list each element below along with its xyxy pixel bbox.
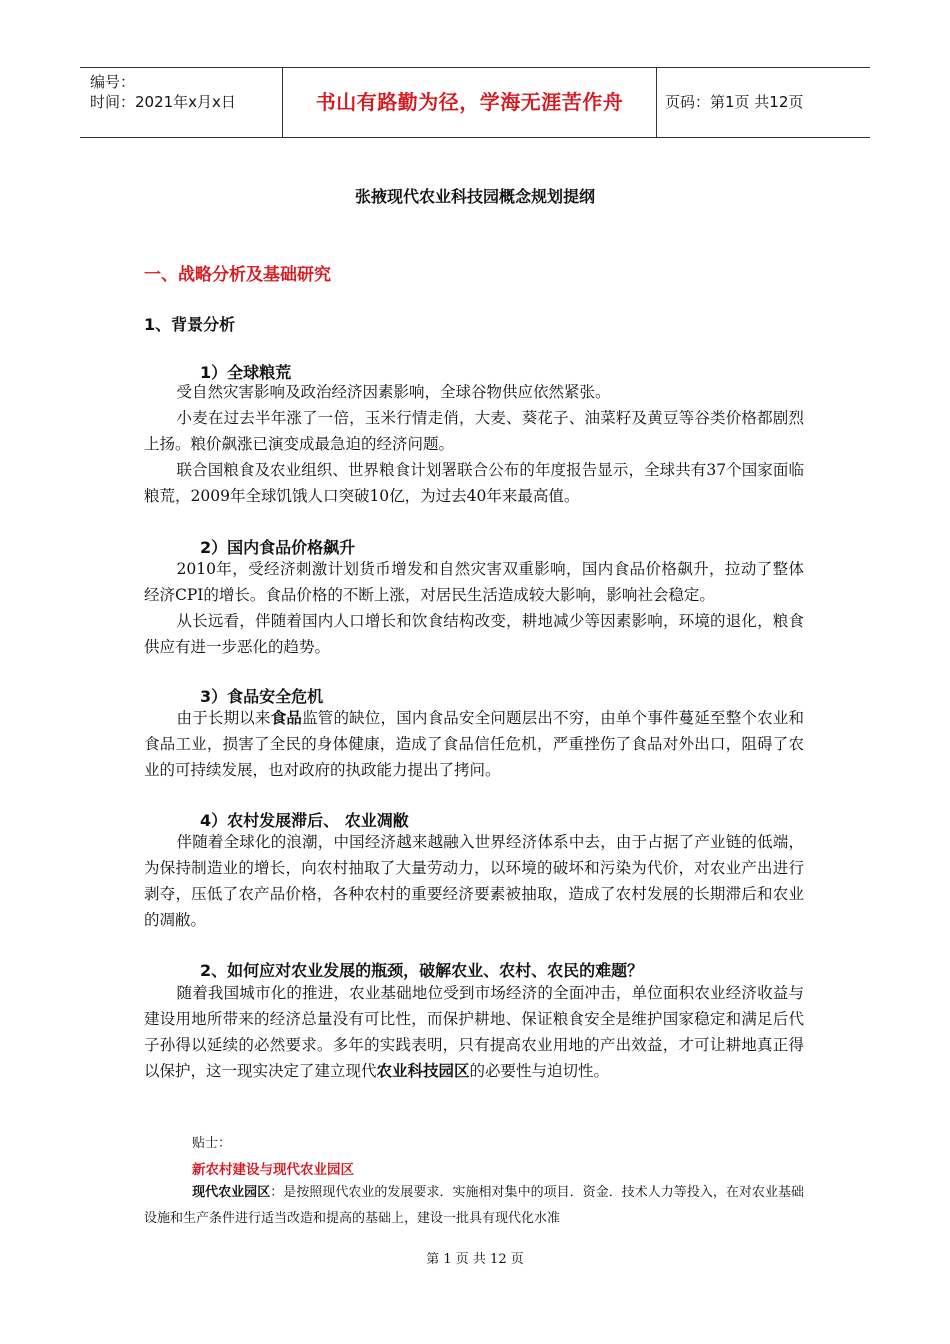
tip-body: 现代农业园区：是按照现代农业的发展要求．实施相对集中的项目．资金．技术人力等投入，在对农业基础设施和生产条件进行适当改造和提高的基础上，建设一批具有现代化水准 — [144, 1185, 804, 1226]
item-heading-global-famine: 1）全球粮荒 — [200, 363, 292, 382]
paragraph: 伴随着全球化的浪潮，中国经济越来越融入世界经济体系中去，由于占据了产业链的低端，为保持制造业的增长，向农村抽取了大量劳动力，以环境的破坏和污染为代价，对农业产出进行剥夺，压低了农产品价格，各种农村的重要经济要素被抽取，造成了农村发展的长期滞后和农业的凋敝。 — [144, 833, 804, 929]
tip-term: 现代农业园区 — [192, 1185, 271, 1200]
paragraph: 随着我国城市化的推进，农业基础地位受到市场经济的全面冲击，单位面积农业经济收益与建设用地所带来的经济总量没有可比性，而保护耕地、保证粮食安全是维护国家稳定和满足后代子孙得以延续的必然要求。多年的实践表明，只有提高农业用地的产出效益，才可让耕地真正得以保护，这一现实决定了建立现代农业科技园区的必要性与迫切性。 — [144, 984, 804, 1080]
header-page-info: 页码：第1页 共12页 — [665, 93, 804, 111]
subsection-background: 1、背景分析 — [144, 315, 236, 334]
tip-label: 贴士： — [192, 1136, 232, 1151]
bottleneck-body — [144, 980, 804, 1084]
paragraph: 从长远看，伴随着国内人口增长和饮食结构改变，耕地减少等因素影响，环境的退化，粮食供应有进一步恶化的趋势。 — [144, 612, 804, 656]
page-footer: 第 1 页 共 12 页 — [426, 1252, 524, 1267]
paragraph: 小麦在过去半年涨了一倍，玉米行情走俏，大麦、葵花子、油菜籽及黄豆等谷类价格都剧烈上扬。粮价飙涨已演变成最急迫的经济问题。 — [144, 409, 804, 453]
paragraph: 联合国粮食及农业组织、世界粮食计划署联合公布的年度报告显示，全球共有37个国家面临粮荒，2009年全球饥饿人口突破10亿，为过去40年来最高值。 — [144, 461, 804, 505]
header-meta — [80, 68, 283, 137]
header-motto: 书山有路勤为径，学海无涯苦作舟 — [283, 68, 657, 137]
time-label: 时间：2021年x月x日 — [90, 93, 236, 111]
bold-term-agri-park: 农业科技园区 — [376, 1062, 470, 1080]
rural-decline-body — [144, 829, 804, 933]
food-prices-body — [144, 556, 804, 660]
paragraph: 2010年，受经济刺激计划货币增发和自然灾害双重影响，国内食品价格飙升，拉动了整体经济CPI的增长。食品价格的不断上涨，对居民生活造成较大影响，影响社会稳定。 — [144, 560, 804, 604]
global-famine-body — [144, 379, 804, 509]
paragraph: 由于长期以来食品监管的缺位，国内食品安全问题层出不穷，由单个事件蔓延至整个农业和食品工业，损害了全民的身体健康，造成了食品信任危机，严重挫伤了食品对外出口，阻碍了农业的可持续发展，也对政府的执政能力提出了拷问。 — [144, 709, 804, 779]
item-heading-rural-decline: 4）农村发展滞后、 农业凋敝 — [200, 811, 409, 830]
page-header — [80, 67, 870, 138]
section-heading-strategy: 一、战略分析及基础研究 — [144, 265, 331, 285]
document-title: 张掖现代农业科技园概念规划提纲 — [354, 187, 595, 206]
paragraph: 受自然灾害影响及政治经济因素影响，全球谷物供应依然紧张。 — [176, 383, 611, 401]
tip-title: 新农村建设与现代农业园区 — [192, 1162, 354, 1178]
food-safety-body — [144, 705, 804, 783]
bold-term-food: 食品 — [270, 709, 303, 727]
item-heading-food-safety: 3）食品安全危机 — [200, 687, 324, 706]
item-heading-food-prices: 2）国内食品价格飙升 — [200, 538, 356, 557]
subsection-agriculture-bottleneck: 2、如何应对农业发展的瓶颈，破解农业、农村、农民的难题？ — [200, 961, 644, 980]
number-label: 编号： — [90, 73, 136, 91]
